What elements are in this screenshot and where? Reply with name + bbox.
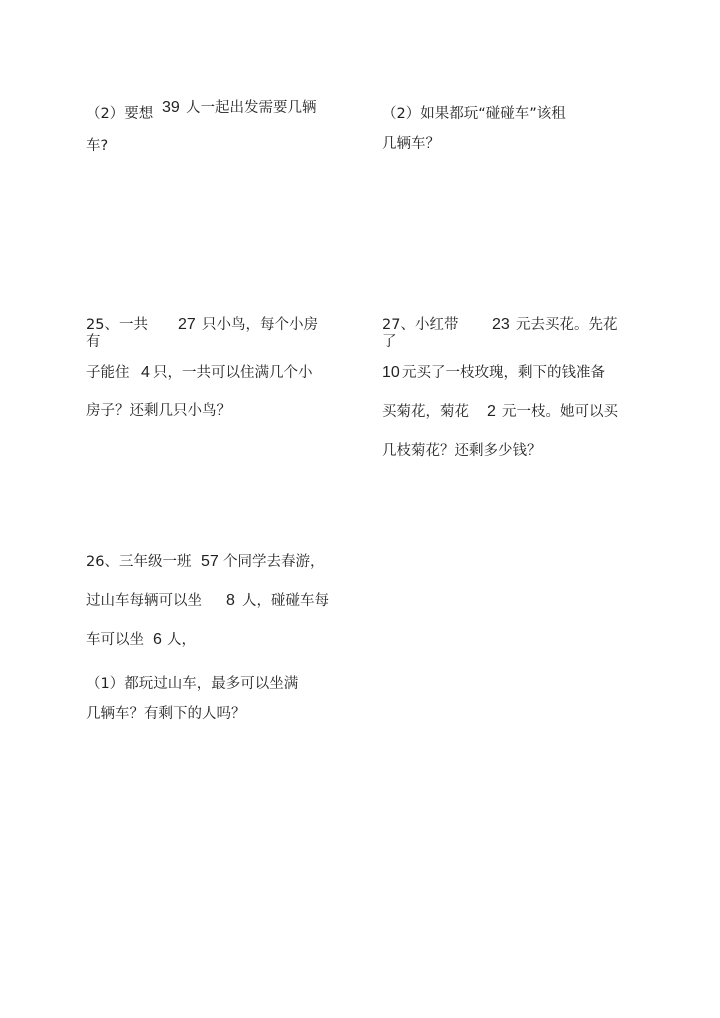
q26-text2b-value: 人，碰碰车每 bbox=[242, 593, 329, 609]
q27-le-text: 了 bbox=[382, 334, 397, 350]
q26-text3b-value: 人， bbox=[167, 632, 196, 648]
q26-line2a bbox=[86, 592, 202, 610]
left-q-prev-2-line2 bbox=[86, 137, 108, 155]
q26-text1-value: 个同学去春游， bbox=[223, 554, 325, 570]
right-q-prev-2-line1 bbox=[382, 105, 566, 123]
q26-line3b bbox=[167, 631, 196, 649]
q26-text1 bbox=[223, 553, 325, 571]
q27-line4 bbox=[382, 442, 542, 460]
q26-sub1-label: （1）都玩过山车，最多可以坐满 bbox=[86, 676, 299, 692]
q27-text3a-value: 买菊花，菊花 bbox=[382, 404, 469, 420]
q26-text3a-value: 车可以坐 bbox=[86, 632, 144, 648]
q26-line3a bbox=[86, 631, 144, 649]
q26-sub1-line2 bbox=[86, 705, 246, 723]
left-q-prev-2-num bbox=[162, 99, 180, 117]
right-q-prev-2-line2 bbox=[382, 135, 440, 153]
q25-num1-value: 27 bbox=[178, 316, 196, 333]
q25-text2a-value: 子能住 bbox=[86, 365, 130, 381]
left-q-prev-2-text2-value: 车? bbox=[86, 138, 109, 154]
q27-num1 bbox=[492, 316, 510, 334]
q25-number-text: 25、一共 bbox=[86, 317, 148, 333]
q26-text2a-value: 过山车每辆可以坐 bbox=[86, 593, 202, 609]
q26-number-text: 26、三年级一班 bbox=[86, 554, 192, 570]
q27-text4-value: 几枝菊花？还剩多少钱？ bbox=[382, 443, 542, 459]
q25-num2 bbox=[141, 364, 150, 382]
q25-num1 bbox=[178, 316, 196, 334]
q25-text1 bbox=[202, 316, 318, 334]
q27-text1 bbox=[516, 316, 618, 334]
q25-line2b bbox=[153, 364, 313, 382]
q26-number bbox=[86, 553, 191, 571]
q25-text2b-value: 只，一共可以住满几个小 bbox=[153, 365, 313, 381]
left-q-prev-2-line1 bbox=[86, 105, 153, 123]
q25-you bbox=[86, 333, 101, 351]
q27-num2 bbox=[382, 364, 400, 382]
q25-you-text: 有 bbox=[86, 334, 101, 350]
q26-num2-value: 8 bbox=[226, 592, 235, 609]
left-q-prev-2-label: （2）要想 bbox=[86, 106, 154, 122]
left-q-prev-2-text1 bbox=[186, 99, 317, 117]
q27-le bbox=[382, 333, 397, 351]
q27-number bbox=[382, 316, 458, 334]
q25-line2a bbox=[86, 364, 130, 382]
q27-num3 bbox=[487, 403, 496, 421]
q27-text2-value: 元买了一枝玫瑰，剩下的钱准备 bbox=[402, 365, 605, 381]
q26-sub1-text2: 几辆车？有剩下的人吗？ bbox=[86, 706, 246, 722]
q25-num2-value: 4 bbox=[141, 364, 150, 381]
q27-num1-value: 23 bbox=[492, 316, 510, 333]
q25-line3 bbox=[86, 402, 231, 420]
q26-sub1-line1 bbox=[86, 675, 298, 693]
q27-line3b bbox=[502, 403, 618, 421]
q27-text3b-value: 元一枝。她可以买 bbox=[502, 404, 618, 420]
left-q-prev-2-num-value: 39 bbox=[162, 99, 180, 116]
q26-num1 bbox=[201, 553, 219, 571]
q27-text1-value: 元去买花。先花 bbox=[516, 317, 618, 333]
q26-num3 bbox=[153, 631, 162, 649]
q25-text1-value: 只小鸟，每个小房 bbox=[202, 317, 318, 333]
q25-number bbox=[86, 316, 148, 334]
q27-number-text: 27、小红带 bbox=[382, 317, 459, 333]
left-q-prev-2-text1-value: 人一起出发需要几辆 bbox=[186, 100, 317, 116]
q26-line2b bbox=[242, 592, 329, 610]
q25-text3-value: 房子？还剩几只小鸟？ bbox=[86, 403, 231, 419]
right-q-prev-2-text2: 几辆车？ bbox=[382, 136, 440, 152]
q27-line3a bbox=[382, 403, 469, 421]
q26-num2 bbox=[226, 592, 235, 610]
q26-num1-value: 57 bbox=[201, 553, 219, 570]
q27-num3-value: 2 bbox=[487, 403, 496, 420]
right-q-prev-2-label: （2）如果都玩“碰碰车”该租 bbox=[382, 106, 566, 122]
q26-num3-value: 6 bbox=[153, 631, 162, 648]
q27-num2-value: 10 bbox=[382, 364, 400, 381]
q27-text2 bbox=[402, 364, 605, 382]
